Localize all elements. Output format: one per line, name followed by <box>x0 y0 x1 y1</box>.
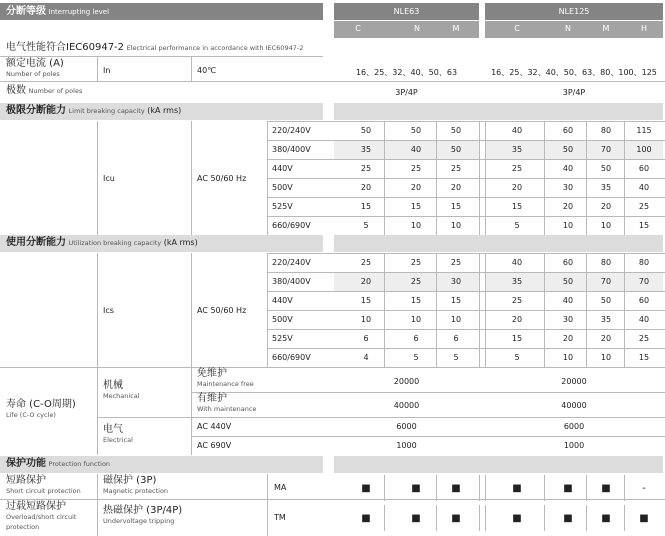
icu-value: 15 <box>360 202 372 211</box>
ics-value: 50 <box>562 277 574 286</box>
ics-value: 50 <box>600 296 612 305</box>
icu-value: 115 <box>636 126 652 135</box>
icu-value: 30 <box>562 183 574 192</box>
ics-value: 20 <box>562 334 574 343</box>
icu-voltage: 380/400V <box>272 145 311 154</box>
ics-value: 5 <box>413 353 419 362</box>
ics-voltage: 220/240V <box>272 258 311 267</box>
ics-value: 80 <box>600 258 612 267</box>
thermal-magnetic-label: 热磁保护 (3P/4P) Undervoltage tripping <box>103 505 183 525</box>
ics-value: 15 <box>410 296 422 305</box>
icu-value: 10 <box>450 221 462 230</box>
icu-value: 40 <box>638 183 650 192</box>
ics-value: 30 <box>562 315 574 324</box>
icu-voltage: 660/690V <box>272 221 311 230</box>
icu-value: 50 <box>450 126 462 135</box>
free-nle125: 20000 <box>561 377 587 386</box>
poles-nle125: 3P/4P <box>562 88 586 97</box>
protection-mark: ■ <box>512 483 522 494</box>
rated-temp: 40℃ <box>197 66 217 75</box>
poles-nle63: 3P/4P <box>395 88 418 97</box>
icu-value: 70 <box>600 145 612 154</box>
icu-value: 40 <box>410 145 422 154</box>
ics-value: 60 <box>562 258 574 267</box>
ics-value: 25 <box>360 258 372 267</box>
ics-value: 5 <box>514 353 520 362</box>
ics-value: 70 <box>638 277 650 286</box>
protection-mark: ■ <box>563 513 573 524</box>
icu-value: 25 <box>511 164 523 173</box>
electrical-performance: 电气性能符合IEC60947-2 Electrical performance in accordance with IEC60947-2 <box>6 42 304 53</box>
protection-mark: ■ <box>411 513 421 524</box>
ics-value: 20 <box>600 334 612 343</box>
ics-value: 6 <box>363 334 369 343</box>
ac690-nle63: 1000 <box>396 441 417 450</box>
icu-value: 35 <box>511 145 523 154</box>
icu-voltage: 500V <box>272 183 293 192</box>
ics-value: 30 <box>450 277 462 286</box>
icu-value: 35 <box>360 145 372 154</box>
ma-code: MA <box>274 483 287 492</box>
ac440-label: AC 440V <box>197 422 232 431</box>
ac690-nle125: 1000 <box>563 441 585 450</box>
ics-value: 25 <box>410 277 422 286</box>
ics-voltage: 440V <box>272 296 293 305</box>
ics-value: 4 <box>363 353 369 362</box>
maintenance-free-label: 免维护 Maintenance free <box>197 368 254 388</box>
ics-value: 15 <box>450 296 462 305</box>
protection-mark: ■ <box>639 513 649 524</box>
limit-breaking-header: 极限分断能力 Limit breaking capacity (kA rms) <box>6 105 182 116</box>
ics-value: 10 <box>360 315 372 324</box>
mechanical-label: 机械 Mechanical <box>103 380 140 400</box>
ics-value: 25 <box>410 258 422 267</box>
util-breaking-header: 使用分断能力 Utilization breaking capacity (kA rms) <box>6 237 198 248</box>
protection-mark: ■ <box>563 483 573 494</box>
free-nle63: 20000 <box>393 377 420 386</box>
ics-value: 10 <box>410 315 422 324</box>
rated-symbol: In <box>103 66 111 75</box>
col-n: N <box>565 24 571 33</box>
icu-symbol: Icu <box>103 174 115 183</box>
col-h: H <box>640 24 647 33</box>
ics-value: 80 <box>638 258 650 267</box>
electrical-life-label: 电气 Electrical <box>103 424 133 444</box>
ics-value: 15 <box>511 334 523 343</box>
icu-value: 50 <box>562 145 574 154</box>
with-nle125: 40000 <box>561 401 587 410</box>
icu-value: 25 <box>638 202 650 211</box>
rated-current-label: 额定电流 (A) Number of poles <box>6 58 64 78</box>
ics-ac: AC 50/60 Hz <box>197 306 247 315</box>
with-maintenance-label: 有维护 With maintenance <box>197 393 257 413</box>
icu-value: 25 <box>450 164 462 173</box>
icu-value: 80 <box>600 126 612 135</box>
icu-value: 50 <box>450 145 462 154</box>
ics-voltage: 525V <box>272 334 293 343</box>
icu-value: 40 <box>511 126 523 135</box>
icu-value: 15 <box>511 202 523 211</box>
ics-value: 20 <box>360 277 372 286</box>
protection-mark: ■ <box>361 513 371 524</box>
icu-value: 35 <box>600 183 612 192</box>
protection-mark: ■ <box>451 513 461 524</box>
icu-value: 15 <box>638 221 650 230</box>
rated-values-nle125: 16、25、32、40、50、63、80、100、125 <box>491 68 657 77</box>
with-nle63: 40000 <box>393 401 420 410</box>
icu-ac: AC 50/60 Hz <box>197 174 247 183</box>
icu-value: 25 <box>360 164 372 173</box>
ics-value: 70 <box>600 277 612 286</box>
protection-mark: ■ <box>451 483 461 494</box>
ics-value: 40 <box>638 315 650 324</box>
icu-value: 5 <box>363 221 369 230</box>
header-title-zh: 分断等级 <box>6 6 46 17</box>
ics-value: 25 <box>511 296 523 305</box>
icu-value: 20 <box>360 183 372 192</box>
icu-value: 15 <box>410 202 422 211</box>
ics-value: 6 <box>453 334 459 343</box>
icu-value: 60 <box>562 126 574 135</box>
protection-mark: ■ <box>601 483 611 494</box>
ics-value: 40 <box>562 296 574 305</box>
icu-value: 100 <box>636 145 652 154</box>
icu-value: 20 <box>511 183 523 192</box>
ics-value: 40 <box>511 258 523 267</box>
icu-voltage: 525V <box>272 202 293 211</box>
col-c: C <box>514 24 520 33</box>
header-title-en: Interrupting level <box>48 8 110 16</box>
icu-value: 50 <box>360 126 372 135</box>
icu-value: 5 <box>514 221 520 230</box>
icu-value: 20 <box>450 183 462 192</box>
protection-mark: ■ <box>512 513 522 524</box>
short-circuit-label: 短路保护 Short circuit protection <box>6 475 81 495</box>
overload-label: 过载短路保护 Overload/short circuit protection <box>6 501 77 531</box>
icu-value: 25 <box>410 164 422 173</box>
ics-value: 10 <box>450 315 462 324</box>
icu-value: 15 <box>450 202 462 211</box>
ac440-nle63: 6000 <box>396 422 417 431</box>
ics-value: 25 <box>450 258 462 267</box>
model-nle125: NLE125 <box>485 3 663 20</box>
protection-header: 保护功能 Protection function <box>6 458 111 469</box>
life-label: 寿命 (C-O周期) Life (C-O cycle) <box>6 399 76 419</box>
ac690-label: AC 690V <box>197 441 232 450</box>
section-header-interrupting <box>0 3 323 20</box>
ics-value: 5 <box>453 353 459 362</box>
ics-voltage: 380/400V <box>272 277 311 286</box>
poles-label: 极数 Number of poles <box>6 85 83 96</box>
icu-value: 10 <box>600 221 612 230</box>
ics-value: 15 <box>360 296 372 305</box>
col-m: M <box>452 24 460 33</box>
icu-value: 50 <box>600 164 612 173</box>
col-n: N <box>414 24 420 33</box>
protection-mark: ■ <box>361 483 371 494</box>
ics-value: 20 <box>511 315 523 324</box>
icu-value: 40 <box>562 164 574 173</box>
ics-value: 25 <box>638 334 650 343</box>
col-c: C <box>355 24 361 33</box>
tm-code: TM <box>274 513 286 522</box>
protection-mark: ■ <box>411 483 421 494</box>
ics-voltage: 500V <box>272 315 293 324</box>
ics-value: 10 <box>600 353 612 362</box>
col-m: M <box>602 24 610 33</box>
model-nle63: NLE63 <box>334 3 479 20</box>
icu-value: 60 <box>638 164 650 173</box>
ics-value: 60 <box>638 296 650 305</box>
icu-value: 20 <box>562 202 574 211</box>
icu-value: 20 <box>410 183 422 192</box>
protection-mark: ■ <box>601 513 611 524</box>
ics-value: 6 <box>413 334 419 343</box>
ics-value: 10 <box>562 353 574 362</box>
icu-value: 50 <box>410 126 422 135</box>
protection-mark: - <box>642 483 646 494</box>
ics-voltage: 660/690V <box>272 353 311 362</box>
rated-values-nle63: 16、25、32、40、50、63 <box>355 68 458 77</box>
ics-value: 35 <box>511 277 523 286</box>
ac440-nle125: 6000 <box>563 422 585 431</box>
ics-value: 15 <box>638 353 650 362</box>
icu-value: 10 <box>410 221 422 230</box>
ics-symbol: Ics <box>103 306 114 315</box>
icu-value: 10 <box>562 221 574 230</box>
ics-value: 35 <box>600 315 612 324</box>
icu-voltage: 440V <box>272 164 293 173</box>
icu-value: 20 <box>600 202 612 211</box>
icu-voltage: 220/240V <box>272 126 311 135</box>
magnetic-label: 磁保护 (3P) Magnetic protection <box>103 475 169 495</box>
